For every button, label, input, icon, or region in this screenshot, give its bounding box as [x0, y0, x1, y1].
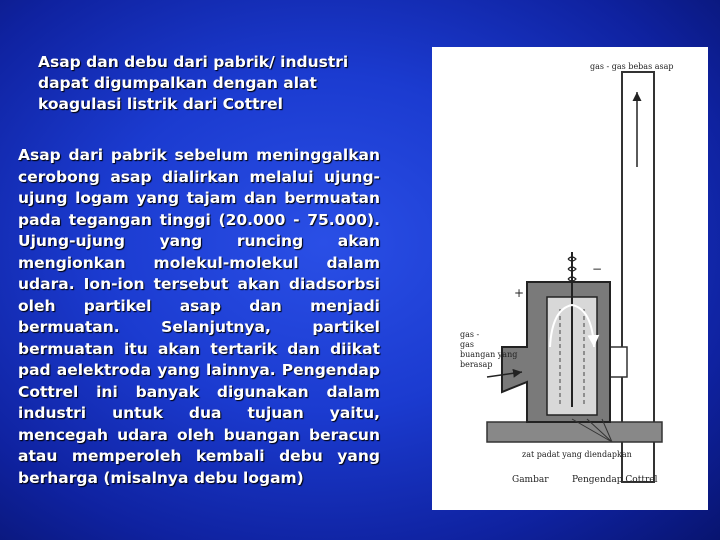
label-left-4: berasap: [460, 360, 493, 369]
label-bottom: zat padat yang diendapkan: [522, 450, 632, 459]
label-top: gas - gas bebas asap: [590, 62, 674, 71]
slide-body-text: Asap dari pabrik sebelum meninggalkan cerobong asap dialirkan melalui ujung-ujung logam yang tajam dan bermuatan pada tegangan tinggi (20.000 - 75.000). Ujung-ujung yang runcing akan mengionkan molekul-molekul dalam udara. Ion-ion tersebut akan diadsorbsi oleh partikel asap dan menjadi bermuatan. Selanjutnya, partikel bermuatan itu akan tertarik dan diikat pad aelektroda yang lainnya. Pengendap Cottrel ini banyak digunakan dalam industri untuk dua tujuan yaitu, mencegah udara oleh buangan beracun atau memperoleh kembali debu yang berharga (misalnya debu logam): [18, 146, 380, 487]
cottrell-diagram: [432, 47, 708, 510]
base-platform: [487, 422, 662, 442]
minus-sign: −: [592, 262, 603, 276]
caption-word: Gambar: [512, 475, 549, 485]
label-left-3: buangan yang: [460, 350, 518, 359]
label-left-1: gas -: [460, 330, 480, 339]
chimney: [622, 72, 654, 482]
plus-sign: +: [514, 286, 525, 300]
caption-title: Pengendap Cottrel: [572, 475, 658, 485]
slide-heading: Asap dan debu dari pabrik/ industri dapat digumpalkan dengan alat koagulasi listrik dari Cottrel: [38, 53, 349, 113]
label-left-2: gas: [460, 340, 474, 349]
cottrell-figure: [432, 47, 708, 510]
